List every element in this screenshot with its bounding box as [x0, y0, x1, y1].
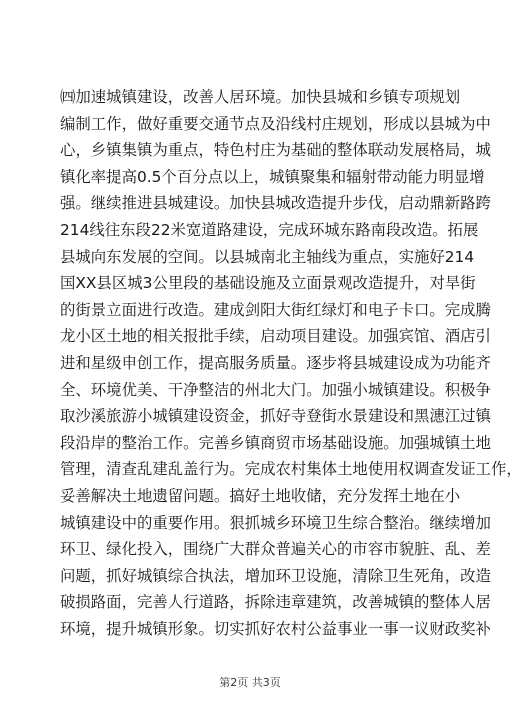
text-line: 段沿岸的整治工作。完善乡镇商贸市场基础设施。加强城镇土地	[60, 433, 491, 452]
text-line: 问题，抓好城镇综合执法，增加环卫设施，清除卫生死角，改造	[60, 566, 491, 585]
body-text	[60, 84, 522, 642]
text-line: 环卫、绿化投入，围绕广大群众普遍关心的市容市貌脏、乱、差	[60, 540, 491, 559]
text-line: 环境，提升城镇形象。切实抓好农村公益事业一事一议财政奖补	[60, 619, 491, 638]
text-line: 镇化率提高0.5个百分点以上，城镇聚集和辐射带动能力明显增	[60, 167, 485, 186]
text-line: 214线往东段22米宽道路建设，完成环城东路南段改造。拓展	[60, 220, 479, 239]
text-line: 全、环境优美、干净整洁的州北大门。加强小城镇建设。积极争	[60, 380, 491, 399]
text-line: 进和星级申创工作，提高服务质量。逐步将县城建设成为功能齐	[60, 353, 491, 372]
text-line: 的街景立面进行改造。建成剑阳大街红绿灯和电子卡口。完成腾	[60, 300, 491, 319]
text-line: 县城向东发展的空间。以县城南北主轴线为重点，实施好214	[60, 247, 475, 266]
text-line: 国XX县区城3公里段的基础设施及立面景观改造提升，对旱街	[60, 274, 476, 293]
text-line: 取沙溪旅游小城镇建设资金，抓好寺登街水景建设和黑潓江过镇	[60, 407, 491, 426]
text-line: 城镇建设中的重要作用。狠抓城乡环境卫生综合整治。继续增加	[60, 513, 491, 532]
page-footer: 第2页 共3页	[219, 676, 281, 689]
text-line: ㈣加速城镇建设，改善人居环境。加快县城和乡镇专项规划	[60, 88, 461, 106]
text-line: 破损路面，完善人行道路，拆除违章建筑，改善城镇的整体人居	[60, 593, 491, 612]
text-line: 管理，清查乱建乱盖行为。完成农村集体土地使用权调查发证工作，	[60, 460, 522, 479]
text-line: 心，乡镇集镇为重点，特色村庄为基础的整体联动发展格局，城	[60, 141, 491, 160]
text-line: 强。继续推进县城建设。加快县城改造提升步伐，启动鼎新路跨	[60, 194, 491, 213]
text-line: 妥善解决土地遗留问题。搞好土地收储，充分发挥土地在小	[60, 486, 461, 505]
text-line: 龙小区土地的相关报批手续，启动项目建设。加强宾馆、酒店引	[60, 327, 491, 346]
text-line: 编制工作，做好重要交通节点及沿线村庄规划，形成以县城为中	[60, 114, 491, 133]
